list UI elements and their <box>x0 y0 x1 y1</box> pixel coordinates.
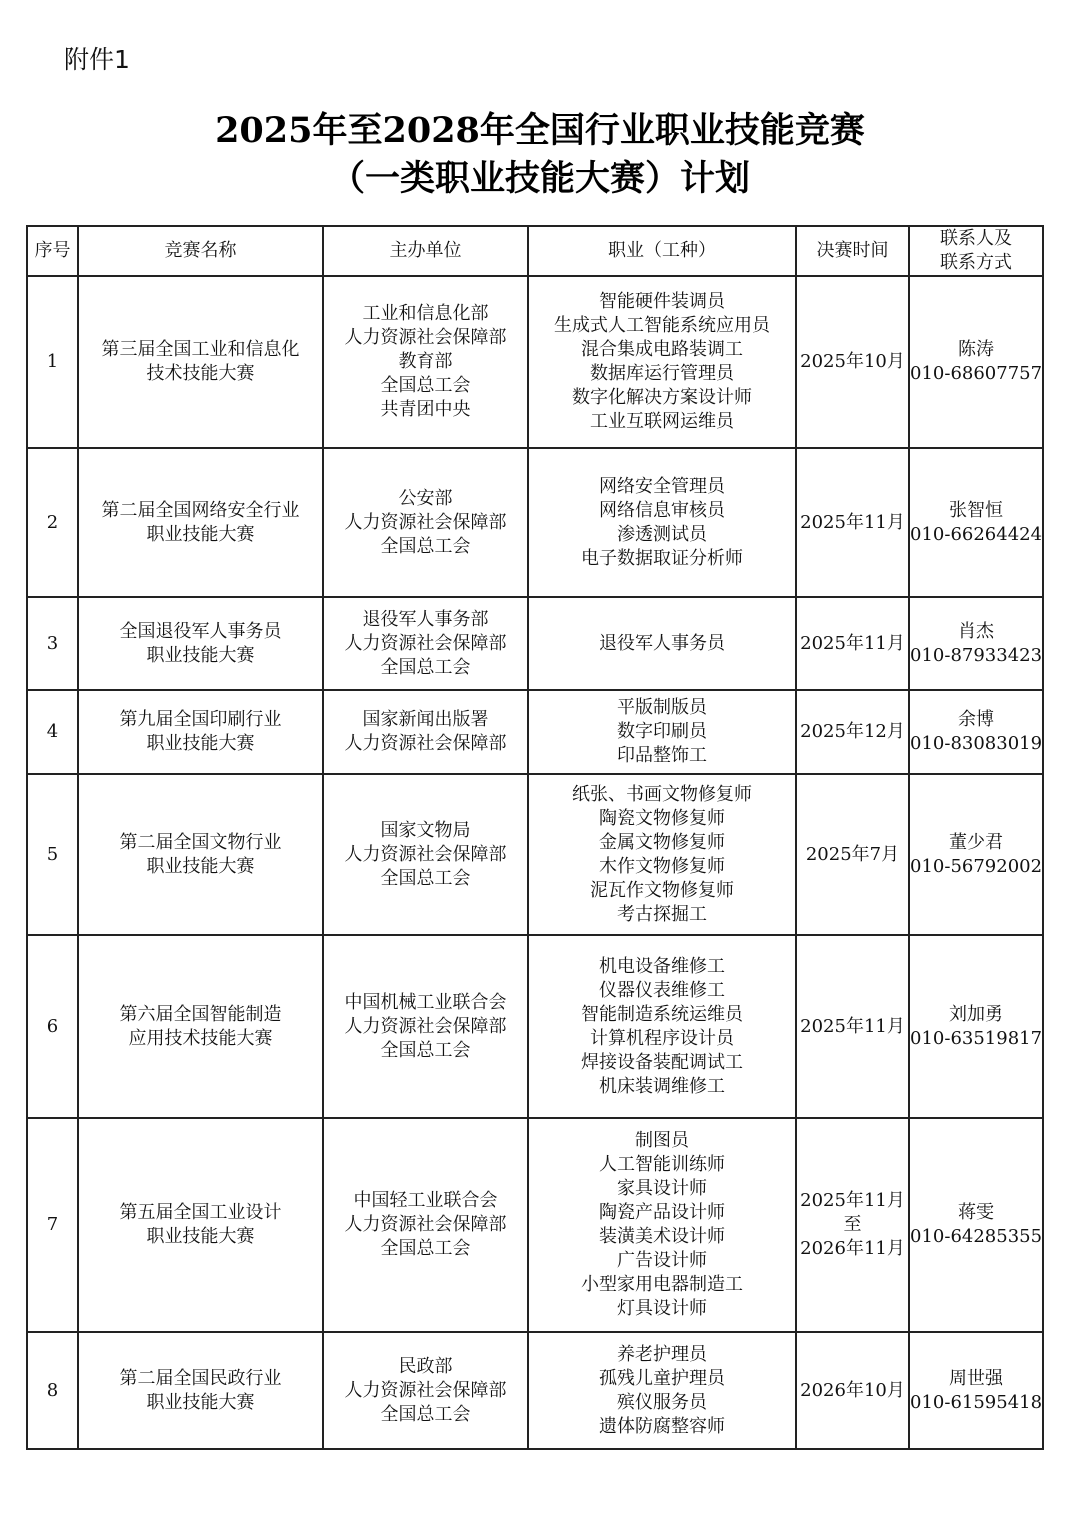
occupations <box>528 690 796 774</box>
occupation-item: 制图员 <box>635 1130 689 1151</box>
page-title-line1: 2025年至2028年全国行业职业技能竞赛 <box>215 110 865 151</box>
occupation-item: 人工智能训练师 <box>599 1154 725 1175</box>
competition-name <box>78 276 323 448</box>
header-occupations: 职业（工种） <box>528 226 796 276</box>
final-time-line: 2026年11月 <box>800 1238 905 1259</box>
final-time-line: 2025年11月 <box>800 1015 905 1037</box>
contact <box>909 935 1043 1118</box>
organizer-item: 全国总工会 <box>380 1238 471 1259</box>
table-row <box>27 935 1043 1118</box>
contact-phone: 010-64285355 <box>910 1226 1043 1247</box>
competition-name-line: 第三届全国工业和信息化 <box>101 339 300 360</box>
organizer-item: 人力资源社会保障部 <box>344 632 507 654</box>
table-row <box>27 276 1043 448</box>
contact-name: 肖杰 <box>958 620 994 642</box>
organizer-item: 共青团中央 <box>380 399 471 420</box>
organizer-item: 退役军人事务部 <box>362 608 489 630</box>
competition-name-line: 第九届全国印刷行业 <box>119 709 282 730</box>
contact-name: 余博 <box>958 709 994 730</box>
competition-name <box>78 597 323 690</box>
contact-phone: 010-68607757 <box>910 363 1043 384</box>
final-time-line: 2026年10月 <box>800 1379 905 1401</box>
final-time <box>796 276 909 448</box>
competition-name <box>78 1118 323 1332</box>
competition-name-line: 第六届全国智能制造 <box>119 1003 282 1025</box>
final-time-line: 2025年7月 <box>805 843 900 865</box>
final-time <box>796 1118 909 1332</box>
competition-name-line: 职业技能大赛 <box>146 523 255 545</box>
occupation-item: 养老护理员 <box>617 1343 707 1365</box>
organizers <box>323 597 528 690</box>
contact <box>909 690 1043 774</box>
table-row <box>27 690 1043 774</box>
competition-name-line: 第二届全国民政行业 <box>119 1367 282 1389</box>
occupation-item: 广告设计师 <box>617 1250 707 1271</box>
row-index: 6 <box>27 935 78 1118</box>
occupation-item: 金属文物修复师 <box>599 831 725 853</box>
competition-name-line: 职业技能大赛 <box>146 733 255 754</box>
final-time-line: 2025年11月 <box>800 632 905 654</box>
organizer-item: 全国总工会 <box>380 656 471 678</box>
contact-phone: 010-87933423 <box>910 644 1043 666</box>
occupation-item: 木作文物修复师 <box>599 855 725 877</box>
contact-phone: 010-83083019 <box>910 733 1043 754</box>
organizers <box>323 276 528 448</box>
table-row <box>27 1118 1043 1332</box>
attachment-label: 附件1 <box>64 45 130 74</box>
competition-name <box>78 690 323 774</box>
organizer-item: 中国轻工业联合会 <box>353 1190 498 1211</box>
occupation-item: 机床装调维修工 <box>599 1075 725 1097</box>
contact-phone: 010-63519817 <box>910 1027 1043 1049</box>
occupations <box>528 597 796 690</box>
competition-name-line: 第二届全国文物行业 <box>119 831 282 853</box>
competition-name-line: 职业技能大赛 <box>146 644 255 666</box>
final-time-line: 2025年11月 <box>800 1190 905 1211</box>
table-row <box>27 1332 1043 1449</box>
occupation-item: 小型家用电器制造工 <box>581 1274 743 1295</box>
occupation-item: 工业互联网运维员 <box>590 411 734 432</box>
competition-plan-table <box>26 225 1044 1450</box>
header-contact-line: 联系方式 <box>940 252 1012 273</box>
competition-name <box>78 935 323 1118</box>
occupation-item: 机电设备维修工 <box>599 955 725 977</box>
occupation-item: 陶瓷文物修复师 <box>599 807 725 829</box>
contact-phone: 010-66264424 <box>910 523 1043 545</box>
row-index: 4 <box>27 690 78 774</box>
competition-name-line: 第五届全国工业设计 <box>119 1202 282 1223</box>
contact-name: 张智恒 <box>949 499 1003 521</box>
occupation-item: 装潢美术设计师 <box>599 1226 725 1247</box>
occupation-item: 数字化解决方案设计师 <box>572 387 752 408</box>
header-contact-line: 联系人及 <box>940 228 1012 249</box>
occupation-item: 计算机程序设计员 <box>590 1027 734 1049</box>
competition-name <box>78 448 323 597</box>
organizer-item: 全国总工会 <box>380 375 471 396</box>
final-time-line: 2025年11月 <box>800 511 905 533</box>
organizer-item: 人力资源社会保障部 <box>344 1379 507 1401</box>
final-time-line: 2025年12月 <box>800 721 905 742</box>
occupation-item: 混合集成电路装调工 <box>581 339 743 360</box>
occupation-item: 考古探掘工 <box>617 903 707 925</box>
final-time <box>796 597 909 690</box>
competition-name-line: 职业技能大赛 <box>146 1391 255 1413</box>
occupation-item: 智能硬件装调员 <box>599 291 725 312</box>
page-title-line2: （一类职业技能大赛）计划 <box>329 158 750 199</box>
organizer-item: 全国总工会 <box>380 535 471 557</box>
occupation-item: 印品整饰工 <box>617 745 707 766</box>
organizers <box>323 448 528 597</box>
occupation-item: 智能制造系统运维员 <box>581 1003 743 1025</box>
contact <box>909 1332 1043 1449</box>
header-index: 序号 <box>27 226 78 276</box>
final-time <box>796 935 909 1118</box>
occupation-item: 生成式人工智能系统应用员 <box>554 315 770 336</box>
competition-name-line: 技术技能大赛 <box>146 363 255 384</box>
occupation-item: 泥瓦作文物修复师 <box>590 879 734 901</box>
table-row <box>27 448 1043 597</box>
occupation-item: 灯具设计师 <box>617 1298 707 1319</box>
organizer-item: 中国机械工业联合会 <box>344 991 507 1013</box>
row-index: 2 <box>27 448 78 597</box>
organizer-item: 人力资源社会保障部 <box>344 1214 507 1235</box>
contact <box>909 774 1043 935</box>
header-contact <box>909 226 1043 276</box>
organizer-item: 工业和信息化部 <box>362 303 489 324</box>
occupation-item: 焊接设备装配调试工 <box>581 1051 743 1073</box>
row-index: 1 <box>27 276 78 448</box>
organizer-item: 全国总工会 <box>380 1403 471 1425</box>
final-time-line: 至 <box>843 1214 862 1235</box>
competition-name-line: 全国退役军人事务员 <box>119 620 282 642</box>
occupation-item: 孤残儿童护理员 <box>599 1367 725 1389</box>
contact-name: 董少君 <box>949 831 1003 853</box>
occupation-item: 网络安全管理员 <box>599 475 725 497</box>
occupation-item: 数字印刷员 <box>617 721 707 742</box>
header-organizers: 主办单位 <box>323 226 528 276</box>
occupation-item: 渗透测试员 <box>617 523 707 545</box>
occupations <box>528 935 796 1118</box>
occupations <box>528 1118 796 1332</box>
contact-phone: 010-56792002 <box>910 855 1043 877</box>
contact-name: 刘加勇 <box>949 1003 1003 1025</box>
contact <box>909 448 1043 597</box>
occupation-item: 网络信息审核员 <box>599 499 725 521</box>
occupations <box>528 448 796 597</box>
table-row <box>27 597 1043 690</box>
occupation-item: 仪器仪表维修工 <box>599 979 725 1001</box>
contact-name: 陈涛 <box>958 339 994 360</box>
final-time <box>796 448 909 597</box>
competition-name-line: 第二届全国网络安全行业 <box>101 499 300 521</box>
final-time <box>796 690 909 774</box>
organizer-item: 全国总工会 <box>380 867 471 889</box>
row-index: 8 <box>27 1332 78 1449</box>
final-time <box>796 774 909 935</box>
organizer-item: 国家文物局 <box>380 819 471 841</box>
occupation-item: 家具设计师 <box>617 1178 707 1199</box>
header-final-time: 决赛时间 <box>796 226 909 276</box>
organizer-item: 全国总工会 <box>380 1039 471 1061</box>
row-index: 7 <box>27 1118 78 1332</box>
occupation-item: 退役军人事务员 <box>599 632 725 654</box>
final-time <box>796 1332 909 1449</box>
contact-name: 蒋雯 <box>958 1202 994 1223</box>
row-index: 3 <box>27 597 78 690</box>
contact-phone: 010-61595418 <box>910 1391 1043 1413</box>
occupation-item: 纸张、书画文物修复师 <box>572 783 752 805</box>
row-index: 5 <box>27 774 78 935</box>
table-row <box>27 774 1043 935</box>
organizer-item: 民政部 <box>398 1355 453 1377</box>
competition-name-line: 应用技术技能大赛 <box>128 1027 273 1049</box>
occupation-item: 电子数据取证分析师 <box>581 547 743 569</box>
final-time-line: 2025年10月 <box>800 351 905 372</box>
occupation-item: 陶瓷产品设计师 <box>599 1202 725 1223</box>
organizer-item: 人力资源社会保障部 <box>344 327 507 348</box>
occupations <box>528 276 796 448</box>
occupation-item: 平版制版员 <box>617 697 707 718</box>
organizers <box>323 935 528 1118</box>
table-body <box>27 276 1043 1449</box>
occupations <box>528 1332 796 1449</box>
organizer-item: 人力资源社会保障部 <box>344 733 507 754</box>
competition-name-line: 职业技能大赛 <box>146 1226 255 1247</box>
organizers <box>323 774 528 935</box>
organizer-item: 人力资源社会保障部 <box>344 1015 507 1037</box>
contact <box>909 1118 1043 1332</box>
occupation-item: 遗体防腐整容师 <box>599 1415 725 1437</box>
organizer-item: 人力资源社会保障部 <box>344 843 507 865</box>
contact <box>909 597 1043 690</box>
contact <box>909 276 1043 448</box>
organizers <box>323 1332 528 1449</box>
competition-name <box>78 774 323 935</box>
occupation-item: 殡仪服务员 <box>617 1391 707 1413</box>
organizers <box>323 1118 528 1332</box>
organizer-item: 国家新闻出版署 <box>362 709 489 730</box>
occupations <box>528 774 796 935</box>
organizers <box>323 690 528 774</box>
organizer-item: 教育部 <box>398 351 453 372</box>
organizer-item: 公安部 <box>398 487 453 509</box>
occupation-item: 数据库运行管理员 <box>590 363 734 384</box>
competition-name-line: 职业技能大赛 <box>146 855 255 877</box>
table-header-row <box>27 226 1043 276</box>
header-name: 竞赛名称 <box>78 226 323 276</box>
organizer-item: 人力资源社会保障部 <box>344 511 507 533</box>
contact-name: 周世强 <box>949 1367 1003 1389</box>
competition-name <box>78 1332 323 1449</box>
